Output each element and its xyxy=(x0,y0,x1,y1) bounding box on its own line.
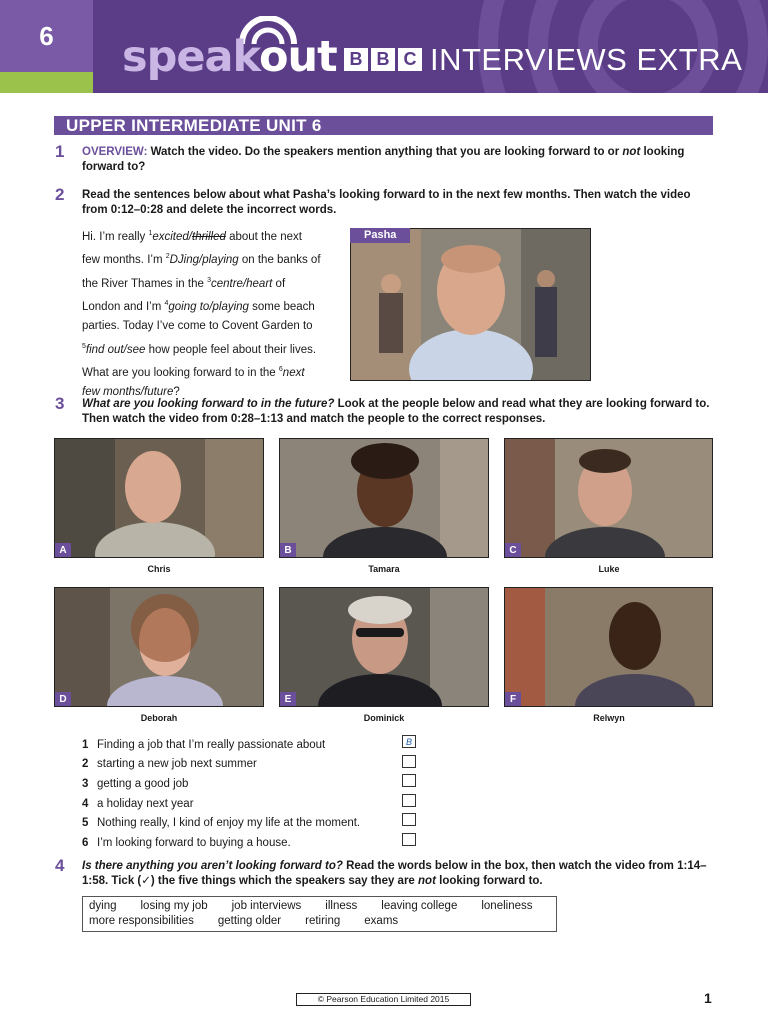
list-item xyxy=(82,833,422,853)
word-item[interactable]: exams xyxy=(364,915,399,927)
item-number: 1 xyxy=(82,738,89,751)
word-box xyxy=(82,896,557,932)
passage-text: Hi. I’m really xyxy=(82,230,149,243)
page-title: UPPER INTERMEDIATE UNIT 6 xyxy=(54,116,713,135)
person-name: Deborah xyxy=(140,713,178,723)
answer-boxes xyxy=(402,735,416,853)
word-item[interactable]: more responsibilities xyxy=(89,915,194,927)
exercise-number: 2 xyxy=(55,185,65,204)
exercise1-text: Watch the video. Do the speakers mention anything that you are looking forward to or xyxy=(150,146,620,158)
person-name: Dominick xyxy=(363,713,405,723)
exercise4-italic: not xyxy=(418,875,436,887)
word-row xyxy=(89,914,550,929)
passage-text: on the banks of the River Thames in the xyxy=(82,254,321,290)
item-number: 5 xyxy=(82,817,89,830)
answer-box[interactable]: B xyxy=(402,735,416,748)
unit-number: 6 xyxy=(0,0,93,72)
exercise1-instruction xyxy=(82,145,712,175)
person-photo-a xyxy=(54,438,264,558)
person-photo-c xyxy=(504,438,713,558)
bbc-letter: C xyxy=(398,48,422,71)
person-photo-e xyxy=(279,587,489,707)
exercise1-italic: not xyxy=(622,146,641,158)
page-header xyxy=(0,0,768,93)
exercise3-text: Look at the people below and read what they are looking forward to. Then watch the video from 0:28–1:13 and match the people to the correct responses. xyxy=(82,398,710,425)
pasha-photo xyxy=(350,228,591,381)
person-name: Relwyn xyxy=(593,713,625,723)
item-text: a holiday next year xyxy=(97,797,194,810)
item-text: Nothing really, I kind of enjoy my life at the moment. xyxy=(97,817,361,830)
photo-letter: C xyxy=(505,543,521,557)
word-item[interactable]: job interviews xyxy=(231,900,302,912)
photo-letter: B xyxy=(280,543,296,557)
option[interactable]: DJing/playing xyxy=(169,254,239,267)
exercise2-instruction: Read the sentences below about what Pasha’s looking forward to in the next few months. Then watch the video from 0:12–0:28 and delete the incorrect words. xyxy=(82,189,691,216)
option[interactable]: find out/see xyxy=(85,343,146,356)
exercise1-text-end: looking forward to? xyxy=(82,146,685,173)
page-number: 1 xyxy=(704,990,712,1006)
gap-number: 5 xyxy=(82,342,86,350)
exercise-number: 3 xyxy=(55,394,65,413)
word-item[interactable]: illness xyxy=(325,900,358,912)
word-item[interactable]: getting older xyxy=(217,915,282,927)
word-item[interactable]: loneliness xyxy=(481,900,533,912)
option[interactable]: going to/playing xyxy=(168,300,249,313)
option: excited/ xyxy=(152,230,192,243)
exercise4-question: Is there anything you aren’t looking forward to? xyxy=(82,860,343,872)
photo-letter: E xyxy=(280,692,296,706)
logo-speak: speak xyxy=(122,32,259,82)
matching-items xyxy=(82,735,422,853)
passage-text: of London and I’m xyxy=(82,277,286,313)
answer-box[interactable] xyxy=(402,813,416,826)
person-photo-b xyxy=(279,438,489,558)
answer-box[interactable] xyxy=(402,794,416,807)
photo-letter: F xyxy=(505,692,521,706)
person-photo-f xyxy=(504,587,713,707)
list-item xyxy=(82,813,422,833)
pasha-photo-label: Pasha xyxy=(350,228,410,243)
pasha-passage xyxy=(82,224,322,403)
answer-box[interactable] xyxy=(402,774,416,787)
exercise3-instruction xyxy=(82,397,712,427)
exercise-number: 1 xyxy=(55,142,65,161)
answer-box[interactable] xyxy=(402,755,416,768)
gap-number: 3 xyxy=(207,276,211,284)
exercise-number: 4 xyxy=(55,856,65,875)
gap-number: 1 xyxy=(148,230,153,237)
exercise4-instruction xyxy=(82,859,712,889)
list-item xyxy=(82,774,422,794)
gap-number: 4 xyxy=(164,299,169,307)
copyright-notice: © Pearson Education Limited 2015 xyxy=(296,993,471,1006)
passage-text: about the next few months. I’m xyxy=(82,230,302,267)
exercise3-question: What are you looking forward to in the future? xyxy=(82,398,335,410)
bbc-letter: B xyxy=(344,48,368,71)
item-text: starting a new job next summer xyxy=(97,758,257,771)
bbc-letter: B xyxy=(371,48,395,71)
person-name: Luke xyxy=(598,564,620,574)
list-item xyxy=(82,755,422,775)
list-item xyxy=(82,735,422,755)
item-number: 4 xyxy=(82,797,89,810)
passage-text: some beach parties. Today I’ve come to Covent Garden to xyxy=(82,300,315,333)
overview-label: OVERVIEW: xyxy=(82,146,148,158)
item-number: 2 xyxy=(82,758,89,771)
person-name: Chris xyxy=(147,564,171,574)
word-row xyxy=(89,899,550,914)
item-text: Finding a job that I’m really passionate about xyxy=(97,738,326,751)
unit-accent-bar xyxy=(0,72,93,93)
item-text: I’m looking forward to buying a house. xyxy=(97,836,291,849)
word-item[interactable]: retiring xyxy=(305,915,341,927)
bbc-logo xyxy=(344,48,422,71)
list-item xyxy=(82,794,422,814)
photo-letter: D xyxy=(55,692,71,706)
person-name: Tamara xyxy=(368,564,400,574)
answer-box[interactable] xyxy=(402,833,416,846)
word-item[interactable]: losing my job xyxy=(140,900,208,912)
item-number: 6 xyxy=(82,836,89,849)
photo-letter: A xyxy=(55,543,71,557)
speakout-logo xyxy=(122,32,337,82)
logo-out: out xyxy=(259,32,337,82)
item-text: getting a good job xyxy=(97,777,189,790)
gap-number: 2 xyxy=(165,253,170,261)
person-photo-d xyxy=(54,587,264,707)
exercise4-text-end: looking forward to. xyxy=(439,875,543,887)
exercise4-text: Read the words below in the box, then watch the video from 1:14–1:58. Tick (✓) the five things which the speakers say they are xyxy=(82,860,707,887)
item-number: 3 xyxy=(82,777,89,790)
option[interactable]: next few months/future xyxy=(82,366,305,399)
word-item[interactable]: leaving college xyxy=(381,900,458,912)
passage-text: ? xyxy=(173,386,180,399)
series-title: INTERVIEWS EXTRA xyxy=(430,42,743,77)
gap-number: 6 xyxy=(278,366,283,374)
word-item[interactable]: dying xyxy=(89,900,117,912)
option[interactable]: centre/heart xyxy=(210,277,273,290)
passage-text: how people feel about their lives. What are you looking forward to in the xyxy=(82,343,317,379)
option-deleted[interactable]: thrilled xyxy=(192,230,226,243)
